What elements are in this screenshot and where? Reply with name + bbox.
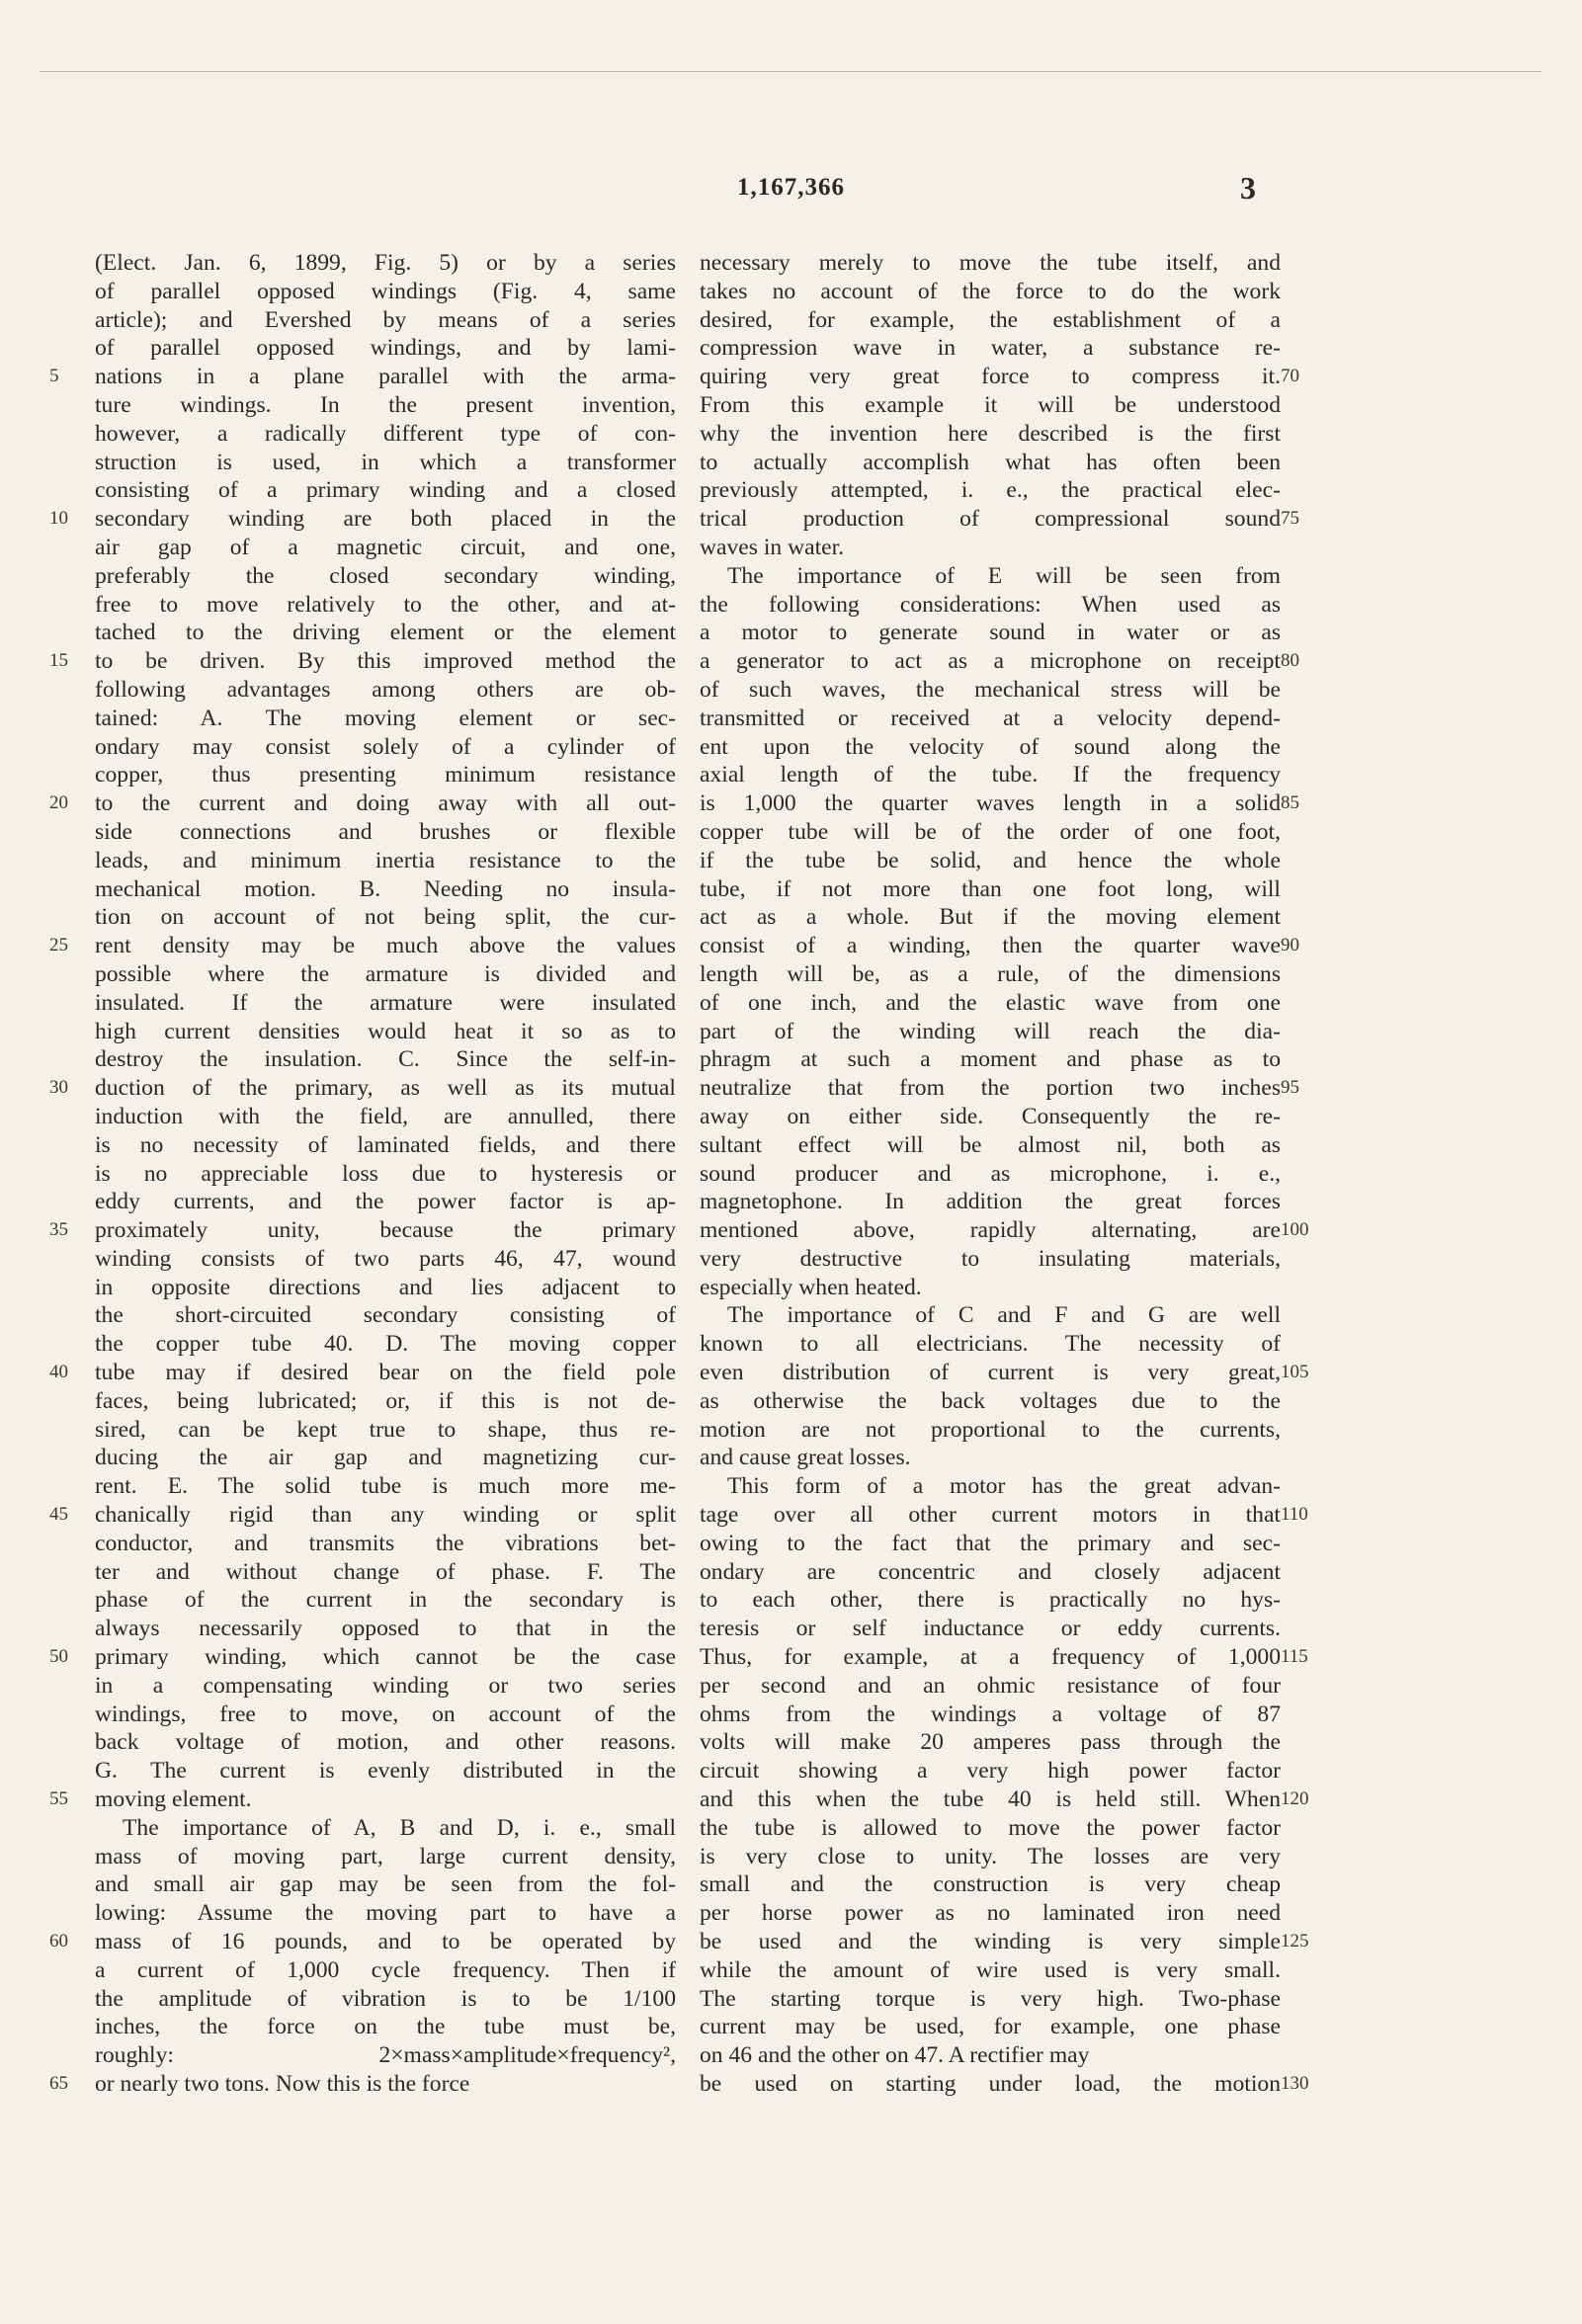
text-line: as otherwise the back voltages due to the — [700, 1387, 1281, 1414]
text-line: sultant effect will be almost nil, both as — [700, 1131, 1281, 1158]
text-line: is no necessity of laminated fields, and there — [95, 1131, 676, 1158]
text-line: struction is used, in which a transformer — [95, 449, 676, 475]
line-number: 35 — [49, 1219, 68, 1241]
text-line: is very close to unity. The losses are very — [700, 1843, 1281, 1869]
text-line: ohms from the windings a voltage of 87 — [700, 1701, 1281, 1727]
text-line: magnetophone. In addition the great forces — [700, 1189, 1281, 1215]
text-line: G. The current is evenly distributed in the — [95, 1758, 676, 1784]
line-number: 120 — [1281, 1788, 1309, 1810]
text-line: current may be used, for example, one phase — [700, 2014, 1281, 2040]
line-number: 65 — [49, 2073, 68, 2095]
text-line: while the amount of wire used is very small. — [700, 1956, 1281, 1983]
text-line: and small air gap may be seen from the fol- — [95, 1871, 676, 1898]
text-line: teresis or self inductance or eddy currents. — [700, 1616, 1281, 1642]
text-line: and cause great losses. — [700, 1445, 911, 1471]
text-line: phragm at such a moment and phase as to — [700, 1046, 1281, 1073]
patent-number: 1,167,366 — [737, 174, 845, 201]
text-line: ondary may consist solely of a cylinder of — [95, 733, 676, 760]
text-line: tube, if not more than one foot long, will — [700, 875, 1281, 902]
text-line: mentioned above, rapidly alternating, are — [700, 1217, 1281, 1244]
text-line: per horse power as no laminated iron need — [700, 1900, 1281, 1927]
text-line: The importance of E will be seen from — [727, 562, 1281, 589]
left-text-column — [95, 249, 676, 2099]
text-line: consist of a winding, then the quarter wave — [700, 933, 1281, 959]
text-line: roughly: 2×mass×amplitude×frequency², — [95, 2042, 676, 2069]
line-number: 130 — [1281, 2073, 1309, 2095]
text-line: ter and without change of phase. F. The — [95, 1558, 676, 1585]
line-number: 15 — [49, 650, 68, 672]
text-line: The importance of A, B and D, i. e., small — [123, 1814, 676, 1841]
text-line: Thus, for example, at a frequency of 1,000 — [700, 1644, 1281, 1671]
text-line: mass of moving part, large current density, — [95, 1843, 676, 1869]
line-number: 95 — [1281, 1077, 1299, 1099]
line-number: 25 — [49, 935, 68, 956]
line-number: 40 — [49, 1362, 68, 1383]
text-line: mass of 16 pounds, and to be operated by — [95, 1929, 676, 1955]
text-line: necessary merely to move the tube itself, and — [700, 250, 1281, 276]
text-line: moving element. — [95, 1786, 252, 1813]
text-line: mechanical motion. B. Needing no insula- — [95, 875, 676, 902]
text-line: ent upon the velocity of sound along the — [700, 733, 1281, 760]
line-number: 80 — [1281, 650, 1299, 672]
text-line: on 46 and the other on 47. A rectifier may — [700, 2042, 1090, 2069]
text-line: This form of a motor has the great advan- — [727, 1473, 1281, 1500]
text-line: away on either side. Consequently the re- — [700, 1103, 1281, 1129]
text-line: leads, and minimum inertia resistance to the — [95, 847, 676, 873]
text-line: ture windings. In the present invention, — [95, 391, 676, 418]
text-line: tage over all other current motors in that — [700, 1502, 1281, 1529]
text-line: per second and an ohmic resistance of four — [700, 1672, 1281, 1699]
text-line: of such waves, the mechanical stress will be — [700, 676, 1281, 703]
text-line: always necessarily opposed to that in the — [95, 1616, 676, 1642]
line-number: 45 — [49, 1504, 68, 1526]
text-line: takes no account of the force to do the work — [700, 278, 1281, 304]
text-line: a current of 1,000 cycle frequency. Then if — [95, 1956, 676, 1983]
text-line: small and the construction is very cheap — [700, 1871, 1281, 1898]
line-number: 125 — [1281, 1931, 1309, 1952]
text-line: to actually accomplish what has often been — [700, 449, 1281, 475]
line-number: 55 — [49, 1788, 68, 1810]
text-line: desired, for example, the establishment of a — [700, 306, 1281, 333]
text-line: the copper tube 40. D. The moving copper — [95, 1331, 676, 1358]
right-text-column — [700, 249, 1281, 2099]
text-line: of one inch, and the elastic wave from one — [700, 989, 1281, 1016]
text-line: back voltage of motion, and other reasons. — [95, 1729, 676, 1756]
line-number: 90 — [1281, 935, 1299, 956]
page-number: 3 — [1240, 170, 1256, 206]
line-number: 70 — [1281, 366, 1299, 387]
text-line: the tube is allowed to move the power factor — [700, 1814, 1281, 1841]
text-line: part of the winding will reach the dia- — [700, 1018, 1281, 1044]
line-number: 5 — [49, 366, 59, 387]
text-line: side connections and brushes or flexible — [95, 818, 676, 845]
text-line: known to all electricians. The necessity of — [700, 1331, 1281, 1358]
text-line: high current densities would heat it so as to — [95, 1018, 676, 1044]
text-line: compression wave in water, a substance re- — [700, 335, 1281, 362]
text-line: a motor to generate sound in water or as — [700, 620, 1281, 646]
text-line: tion on account of not being split, the cur- — [95, 904, 676, 931]
text-line: copper tube will be of the order of one foot, — [700, 818, 1281, 845]
text-line: free to move relatively to the other, and at- — [95, 591, 676, 618]
text-line: even distribution of current is very great, — [700, 1360, 1281, 1386]
text-line: consisting of a primary winding and a closed — [95, 477, 676, 504]
text-line: nations in a plane parallel with the arma- — [95, 364, 676, 390]
text-line: inches, the force on the tube must be, — [95, 2014, 676, 2040]
line-number: 100 — [1281, 1219, 1309, 1241]
text-line: (Elect. Jan. 6, 1899, Fig. 5) or by a series — [95, 250, 676, 276]
text-line: air gap of a magnetic circuit, and one, — [95, 534, 676, 560]
text-line: tached to the driving element or the element — [95, 620, 676, 646]
text-line: owing to the fact that the primary and sec- — [700, 1530, 1281, 1556]
text-line: in opposite directions and lies adjacent to — [95, 1274, 676, 1300]
text-line: The starting torque is very high. Two-phase — [700, 1985, 1281, 2012]
line-number: 10 — [49, 508, 68, 530]
text-line: proximately unity, because the primary — [95, 1217, 676, 1244]
text-line: neutralize that from the portion two inches — [700, 1075, 1281, 1102]
text-line: possible where the armature is divided and — [95, 960, 676, 987]
text-line: motion are not proportional to the currents, — [700, 1416, 1281, 1443]
text-line: winding consists of two parts 46, 47, wound — [95, 1245, 676, 1272]
text-line: to each other, there is practically no hys- — [700, 1587, 1281, 1614]
text-line: be used on starting under load, the motion — [700, 2071, 1281, 2097]
text-line: sound producer and as microphone, i. e., — [700, 1160, 1281, 1187]
text-line: to be driven. By this improved method the — [95, 648, 676, 675]
text-line: tained: A. The moving element or sec- — [95, 705, 676, 731]
text-line: rent density may be much above the values — [95, 933, 676, 959]
line-number: 85 — [1281, 792, 1299, 814]
text-line: the amplitude of vibration is to be 1/100 — [95, 1985, 676, 2012]
line-number: 20 — [49, 792, 68, 814]
text-line: trical production of compressional sound — [700, 506, 1281, 533]
text-line: the short-circuited secondary consisting of — [95, 1302, 676, 1329]
line-number: 110 — [1281, 1504, 1308, 1526]
text-line: secondary winding are both placed in the — [95, 506, 676, 533]
text-line: circuit showing a very high power factor — [700, 1758, 1281, 1784]
text-line: preferably the closed secondary winding, — [95, 562, 676, 589]
text-line: faces, being lubricated; or, if this is not de- — [95, 1387, 676, 1414]
line-number: 60 — [49, 1931, 68, 1952]
text-line: The importance of C and F and G are well — [727, 1302, 1281, 1329]
text-line: in a compensating winding or two series — [95, 1672, 676, 1699]
text-line: a generator to act as a microphone on receipt — [700, 648, 1281, 675]
text-line: axial length of the tube. If the frequency — [700, 762, 1281, 788]
text-line: transmitted or received at a velocity depend- — [700, 705, 1281, 731]
text-line: copper, thus presenting minimum resistance — [95, 762, 676, 788]
text-line: windings, free to move, on account of the — [95, 1701, 676, 1727]
text-line: the following considerations: When used as — [700, 591, 1281, 618]
text-line: chanically rigid than any winding or split — [95, 1502, 676, 1529]
text-line: phase of the current in the secondary is — [95, 1587, 676, 1614]
text-line: duction of the primary, as well as its mutual — [95, 1075, 676, 1102]
line-number: 50 — [49, 1646, 68, 1668]
text-line: and this when the tube 40 is held still. When — [700, 1786, 1281, 1813]
line-number: 75 — [1281, 508, 1299, 530]
text-line: ducing the air gap and magnetizing cur- — [95, 1445, 676, 1471]
text-line: is 1,000 the quarter waves length in a solid — [700, 790, 1281, 817]
text-line: following advantages among others are ob- — [95, 676, 676, 703]
text-line: be used and the winding is very simple — [700, 1929, 1281, 1955]
text-line: primary winding, which cannot be the case — [95, 1644, 676, 1671]
text-line: previously attempted, i. e., the practical elec- — [700, 477, 1281, 504]
text-line: is no appreciable loss due to hysteresis or — [95, 1160, 676, 1187]
line-number: 115 — [1281, 1646, 1308, 1668]
text-line: tube may if desired bear on the field pole — [95, 1360, 676, 1386]
text-line: eddy currents, and the power factor is ap- — [95, 1189, 676, 1215]
text-line: ondary are concentric and closely adjacent — [700, 1558, 1281, 1585]
text-line: why the invention here described is the first — [700, 420, 1281, 447]
text-line: if the tube be solid, and hence the whole — [700, 847, 1281, 873]
scan-edge-line — [40, 71, 1541, 72]
text-line: waves in water. — [700, 534, 845, 560]
text-line: of parallel opposed windings (Fig. 4, same — [95, 278, 676, 304]
text-line: very destructive to insulating materials, — [700, 1245, 1281, 1272]
text-line: article); and Evershed by means of a series — [95, 306, 676, 333]
line-number: 105 — [1281, 1362, 1309, 1383]
text-line: rent. E. The solid tube is much more me- — [95, 1473, 676, 1500]
text-line: act as a whole. But if the moving element — [700, 904, 1281, 931]
text-line: to the current and doing away with all out- — [95, 790, 676, 817]
text-line: volts will make 20 amperes pass through the — [700, 1729, 1281, 1756]
text-line: From this example it will be understood — [700, 391, 1281, 418]
text-line: of parallel opposed windings, and by lami- — [95, 335, 676, 362]
text-line: length will be, as a rule, of the dimensions — [700, 960, 1281, 987]
line-number: 30 — [49, 1077, 68, 1099]
text-line: induction with the field, are annulled, there — [95, 1103, 676, 1129]
text-line: insulated. If the armature were insulated — [95, 989, 676, 1016]
text-line: conductor, and transmits the vibrations bet- — [95, 1530, 676, 1556]
text-line: quiring very great force to compress it. — [700, 364, 1281, 390]
text-line: sired, can be kept true to shape, thus re- — [95, 1416, 676, 1443]
text-line: destroy the insulation. C. Since the self-in- — [95, 1046, 676, 1073]
text-line: lowing: Assume the moving part to have a — [95, 1900, 676, 1927]
text-line: however, a radically different type of con- — [95, 420, 676, 447]
text-line: especially when heated. — [700, 1274, 922, 1300]
text-line: or nearly two tons. Now this is the force — [95, 2071, 470, 2097]
